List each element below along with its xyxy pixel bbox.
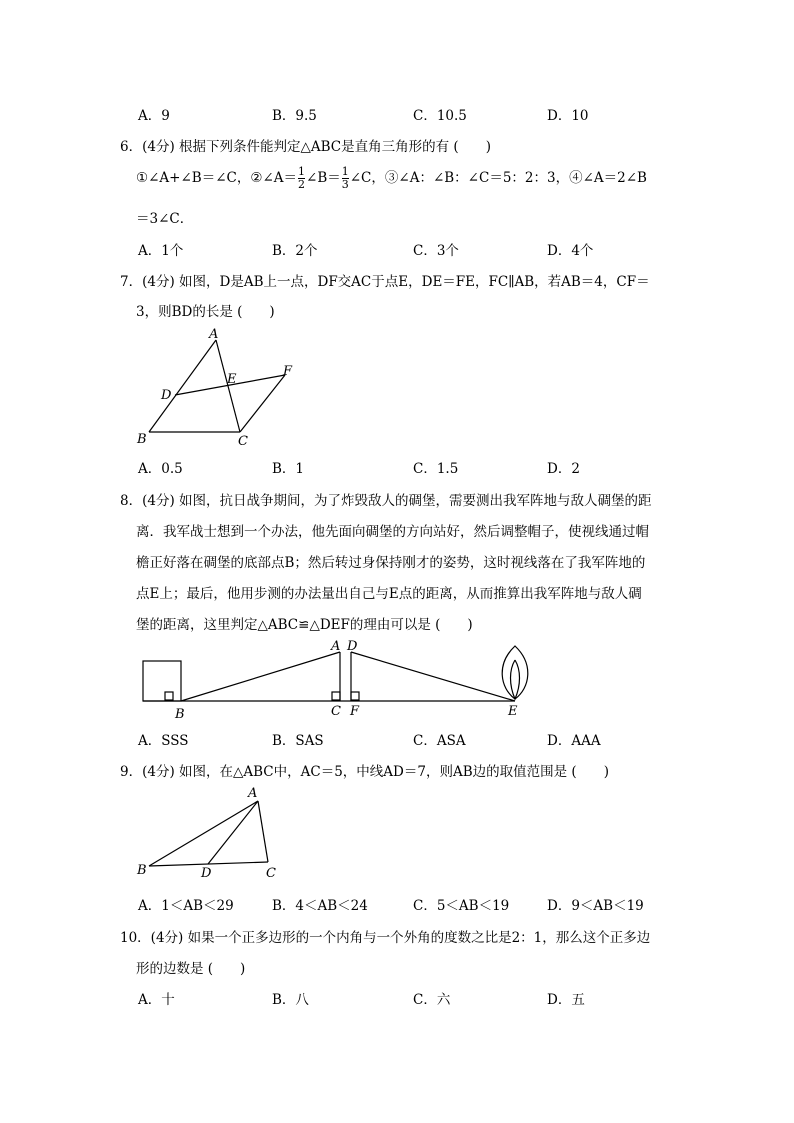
q7-label-e: E [227,372,237,387]
q9-option-c[interactable]: C．5＜AB＜19 [413,898,510,914]
q8-option-a[interactable]: A．SSS [138,733,189,749]
q7-option-c[interactable]: C．1.5 [413,461,459,477]
q8-stem-line4: 点E上；最后，他用步测的办法量出自己与E点的距离，从而推算出我军阵地与敌人碉 [136,586,642,602]
q8-label-f: F [350,704,360,719]
q6-cond2-mid: ∠B＝ [306,170,341,186]
q7-stem-line1: 7．(4分) 如图，D是AB上一点，DF交AC于点E，DE＝FE，FC∥AB，若AB＝4，CF＝ [120,274,650,290]
q9-option-b[interactable]: B．4＜AB＜24 [272,898,368,914]
q8-option-b[interactable]: B．SAS [272,733,324,749]
q9-label-b: B [137,863,147,878]
q10-option-c[interactable]: C．六 [413,992,451,1008]
q9-label-c: C [266,866,276,881]
q6-option-c[interactable]: C．3个 [413,243,459,259]
q5-option-a[interactable]: A．9 [138,108,170,124]
q8-option-c[interactable]: C．ASA [413,733,466,749]
q7-label-f: F [283,364,293,379]
q8-label-d: D [347,639,358,654]
q6-cond1: ①∠A+∠B＝∠C，②∠A＝ [136,170,298,186]
q7-label-a: A [209,327,219,342]
q6-fraction-half: $\frac{1}{2}$ [298,165,306,191]
q8-stem-line1: 8．(4分) 如图，抗日战争期间，为了炸毁敌人的碉堡，需要测出我军阵地与敌人碉堡的距 [120,493,652,509]
q6-conditions-line2: ＝3∠C． [136,211,194,227]
q5-option-b[interactable]: B．9.5 [272,108,317,124]
q8-label-b: B [175,707,185,722]
q10-option-a[interactable]: A．十 [138,992,175,1008]
q9-label-a: A [248,786,258,801]
q8-option-d[interactable]: D．AAA [547,733,601,749]
q9-option-d[interactable]: D．9＜AB＜19 [547,898,644,914]
q9-stem: 9．(4分) 如图，在△ABC中，AC＝5，中线AD＝7，则AB边的取值范围是 ( ) [120,764,609,780]
q6-option-b[interactable]: B．2个 [272,243,318,259]
q8-stem-line3: 檐正好落在碉堡的底部点B；然后转过身保持刚才的姿势，这时视线落在了我军阵地的 [136,555,646,571]
q9-label-d: D [201,866,212,881]
q7-label-c: C [238,434,248,449]
q9-segment-ba [149,801,258,866]
q7-stem-line2: 3，则BD的长是 ( ) [136,304,275,320]
q8-label-e: E [508,704,518,719]
q6-stem: 6．(4分) 根据下列条件能判定△ABC是直角三角形的有 ( ) [120,139,491,155]
q7-option-d[interactable]: D．2 [547,461,580,477]
q7-label-b: B [137,432,147,447]
q10-option-d[interactable]: D．五 [547,992,585,1008]
q8-label-a: A [331,639,341,654]
q7-label-d: D [161,388,172,403]
q7-option-b[interactable]: B．1 [272,461,305,477]
q7-option-a[interactable]: A．0.5 [138,461,183,477]
q5-option-d[interactable]: D．10 [547,108,589,124]
q10-option-b[interactable]: B．八 [272,992,309,1008]
q6-option-a[interactable]: A．1个 [138,243,184,259]
q6-cond2-end: ∠C，③∠A：∠B：∠C＝5：2：3，④∠A＝2∠B [349,170,647,186]
q10-stem-line2: 形的边数是 ( ) [136,961,246,977]
q10-stem-line1: 10．(4分) 如果一个正多边形的一个内角与一个外角的度数之比是2：1，那么这个正多边 [120,930,651,946]
q8-label-c: C [331,704,341,719]
q6-option-d[interactable]: D．4个 [547,243,594,259]
q8-stem-line5: 堡的距离，这里判定△ABC≌△DEF的理由可以是 ( ) [136,617,473,633]
q9-median-ad [208,801,258,864]
q9-option-a[interactable]: A．1＜AB＜29 [138,898,234,914]
q9-segment-ac [258,801,268,862]
q6-fraction-third: $\frac{1}{3}$ [341,165,349,191]
q5-option-c[interactable]: C．10.5 [413,108,467,124]
q8-stem-line2: 离．我军战士想到一个办法，他先面向碉堡的方向站好，然后调整帽子，使视线通过帽 [136,524,649,540]
